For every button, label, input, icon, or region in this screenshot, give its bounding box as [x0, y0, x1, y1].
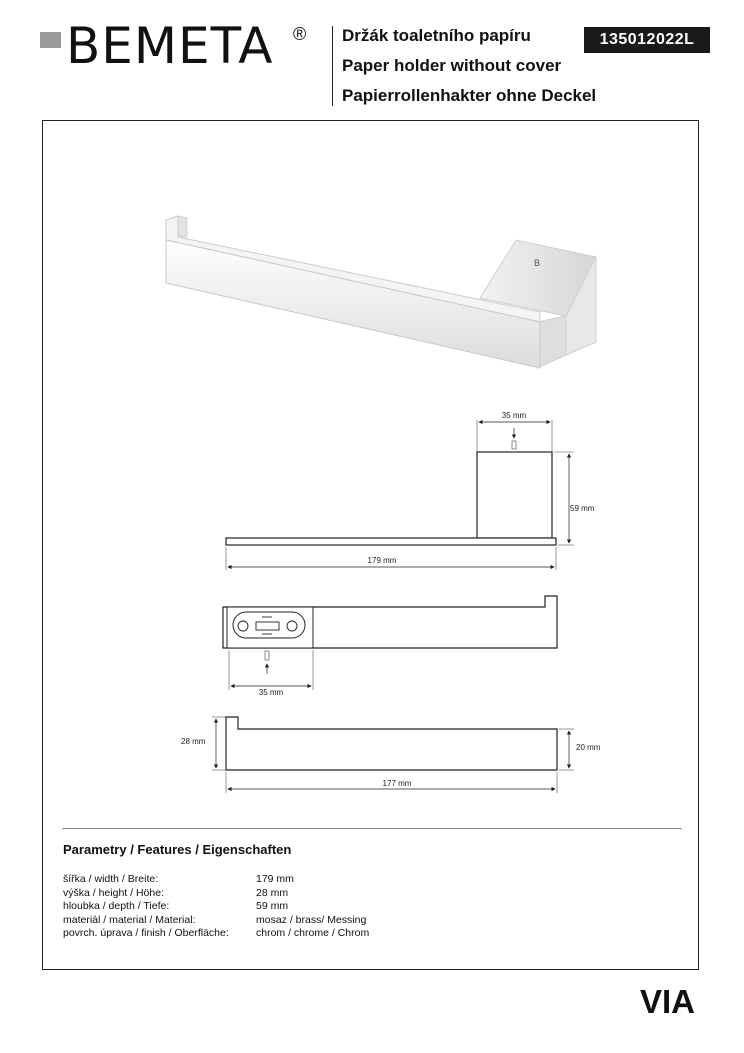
dim-front-depth: 59 mm — [570, 504, 595, 513]
features-table — [63, 873, 369, 941]
front-view — [226, 411, 595, 570]
spec-label: povrch. úprava / finish / Oberfläche: — [63, 927, 229, 939]
side-view — [181, 717, 601, 793]
spec-label: hloubka / depth / Tiefe: — [63, 900, 170, 912]
spec-value: mosaz / brass/ Messing — [256, 913, 367, 926]
dim-top-plate-width: 35 mm — [258, 688, 284, 697]
spec-value: 28 mm — [256, 886, 289, 899]
spec-row-depth — [63, 900, 369, 914]
spec-row-material — [63, 914, 369, 928]
top-view — [223, 596, 557, 697]
title-cz: Držák toaletního papíru — [342, 26, 531, 45]
registered-mark: ® — [293, 24, 307, 44]
features-title: Parametry / Features / Eigenschaften — [63, 842, 292, 857]
spec-value: 179 mm — [256, 873, 294, 885]
series-name: VIA — [640, 983, 696, 1020]
title-en: Paper holder without cover — [342, 56, 562, 75]
dim-front-length: 179 mm — [367, 556, 397, 565]
title-de: Papierrollenhakter ohne Deckel — [342, 86, 597, 105]
spec-value: chrom / chrome / Chrom — [256, 927, 370, 939]
spec-value: 59 mm — [256, 900, 289, 912]
dim-front-base-width: 35 mm — [501, 411, 527, 420]
product-illustration — [166, 216, 596, 368]
spec-label: výška / height / Höhe: — [63, 886, 164, 899]
spec-row-height — [63, 887, 369, 901]
spec-label: šířka / width / Breite: — [63, 873, 159, 885]
brand-logo: BEMETA — [66, 17, 274, 75]
spec-row-finish — [63, 927, 369, 941]
dim-side-height-left: 28 mm — [181, 737, 206, 746]
spec-row-width — [63, 873, 369, 887]
illustration-logo-icon: B — [534, 258, 541, 268]
spec-label: materiál / material / Material: — [63, 913, 196, 926]
dim-side-length: 177 mm — [382, 779, 412, 788]
features-divider — [62, 828, 682, 829]
dim-side-height-right: 20 mm — [576, 743, 601, 752]
product-code: 135012022L — [584, 27, 710, 53]
